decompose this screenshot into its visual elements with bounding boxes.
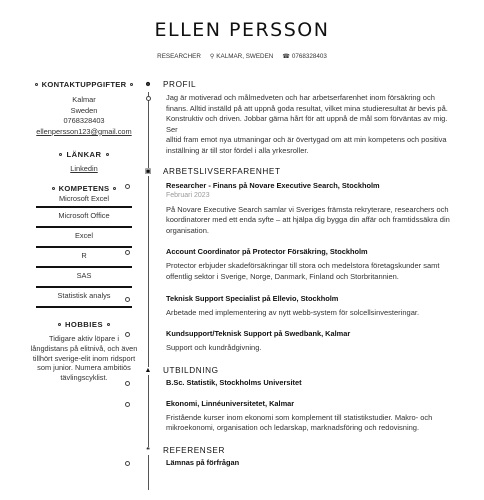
hobbies-heading: HOBBIES — [30, 320, 138, 329]
experience-section — [145, 167, 450, 354]
linkedin-link[interactable]: Linkedin — [70, 164, 98, 174]
bullet-icon — [106, 153, 109, 156]
experience-entry: Kundsupport/Teknisk Support på Swedbank, Kalmar Support och kundrådgivning. — [145, 329, 450, 354]
skill-item: Microsoft Excel — [36, 193, 132, 208]
location-pin-icon: ⚲ — [209, 54, 215, 60]
role-text: RESEARCHER — [157, 53, 201, 60]
sidebar — [30, 80, 138, 382]
education-section — [145, 366, 450, 434]
phone-group — [282, 53, 327, 60]
user-icon: ☻ — [144, 81, 152, 88]
skills-section — [30, 184, 138, 308]
reference-entry: Lämnas på förfrågan — [145, 458, 450, 468]
contact-city: Kalmar — [72, 95, 96, 104]
bullet-icon — [58, 323, 61, 326]
bullet-icon — [107, 323, 110, 326]
skill-item: Microsoft Office — [36, 208, 132, 228]
skills-list — [30, 193, 138, 308]
links-section — [30, 150, 138, 174]
contact-phone: 0768328403 — [63, 116, 105, 126]
main-content — [145, 80, 450, 468]
education-entry: B.Sc. Statistik, Stockholms Universitet — [145, 378, 450, 388]
profile-section: ☻ PROFIL Jag är motiverad och målmedveten och har arbetserfarenhet inom försäkring och finans. Alltid inställd på att uppnå goda resultat, vilket mina studieresultat är bevis på. Konstruktiv och driven. Jobbar gärna hårt för att uppnå de mål som förväntas av mig. Ser alltid fram emot nya utmaningar och är övertygad om att min kompetens och positiva inställning är till stor fördel i alla yrkesroller. — [145, 80, 450, 157]
skills-heading: KOMPETENS — [30, 184, 138, 193]
header-meta — [0, 53, 484, 60]
contact-email-link[interactable]: ellenpersson123@gmail.com — [36, 126, 132, 136]
graduation-cap-icon: ▲ — [144, 366, 152, 374]
location-group — [210, 53, 273, 60]
timeline-dot — [125, 184, 130, 189]
experience-entry: Researcher - Finans på Novare Executive Search, Stockholm Februari 2023 På Novare Executive Search samlar vi Sveriges främsta rekryterare, researchers och koordinatorer med ett enda syfte – att hjälpa dig bygga din affär och framtidssäkra din organisation. — [145, 181, 450, 237]
candidate-name: ELLEN PERSSON — [154, 19, 330, 41]
skill-item: R — [36, 248, 132, 268]
skill-item: SAS — [36, 268, 132, 288]
references-heading: REFERENSER — [163, 445, 225, 455]
bullet-icon — [59, 153, 62, 156]
contact-heading: KONTAKTUPPGIFTER — [30, 80, 138, 89]
contact-country: Sweden — [70, 105, 98, 115]
phone-icon: ☎ — [282, 54, 290, 60]
skill-item: Excel — [36, 228, 132, 248]
briefcase-icon: ▣ — [144, 167, 152, 175]
education-entry: Ekonomi, Linnéuniversitetet, Kalmar Fristående kurser inom ekonomi som komplement till statistikstudier. Makro- och mikroekonomi, organisation och ledarskap, marknadsföring och redovisning. — [145, 399, 450, 434]
hobbies-section — [30, 320, 138, 382]
hobbies-text: Tidigare aktiv löpare i långdistans på elitnivå, och även tillhört sverige-elit inom ridsport som junior. Numera ambitiös tävlingscyklist. — [30, 334, 138, 382]
timeline-dot — [146, 96, 151, 101]
experience-entry: Teknisk Support Specialist på Ellevio, Stockholm Arbetade med implementering av nytt webb-system för solcellsinvesteringar. — [145, 294, 450, 319]
timeline-dot — [125, 381, 130, 386]
timeline-dot — [125, 461, 130, 466]
resume-header — [0, 0, 484, 60]
links-heading: LÄNKAR — [30, 150, 138, 159]
references-section — [145, 446, 450, 468]
quote-icon: ❝ — [144, 447, 152, 455]
phone-text: 0768328403 — [291, 53, 327, 60]
education-heading: UTBILDNING — [163, 365, 219, 375]
timeline-dot — [125, 402, 130, 407]
timeline-dot — [125, 297, 130, 302]
bullet-icon — [35, 83, 38, 86]
contact-section — [30, 80, 138, 137]
location-text: KALMAR, SWEDEN — [216, 53, 274, 60]
experience-heading: ARBETSLIVSERFARENHET — [163, 166, 281, 176]
bullet-icon — [130, 83, 133, 86]
bullet-icon — [52, 187, 55, 190]
skill-item: Statistisk analys — [36, 288, 132, 308]
bullet-icon — [113, 187, 116, 190]
profile-heading: PROFIL — [163, 80, 197, 89]
experience-entry: Account Coordinator på Protector Försäkring, Stockholm Protector erbjuder skadeförsäkringar till stora och medelstora företagskunder samt offentlig sektor i Sverige, Norge, Danmark, Finland och Storbritannien. — [145, 247, 450, 282]
